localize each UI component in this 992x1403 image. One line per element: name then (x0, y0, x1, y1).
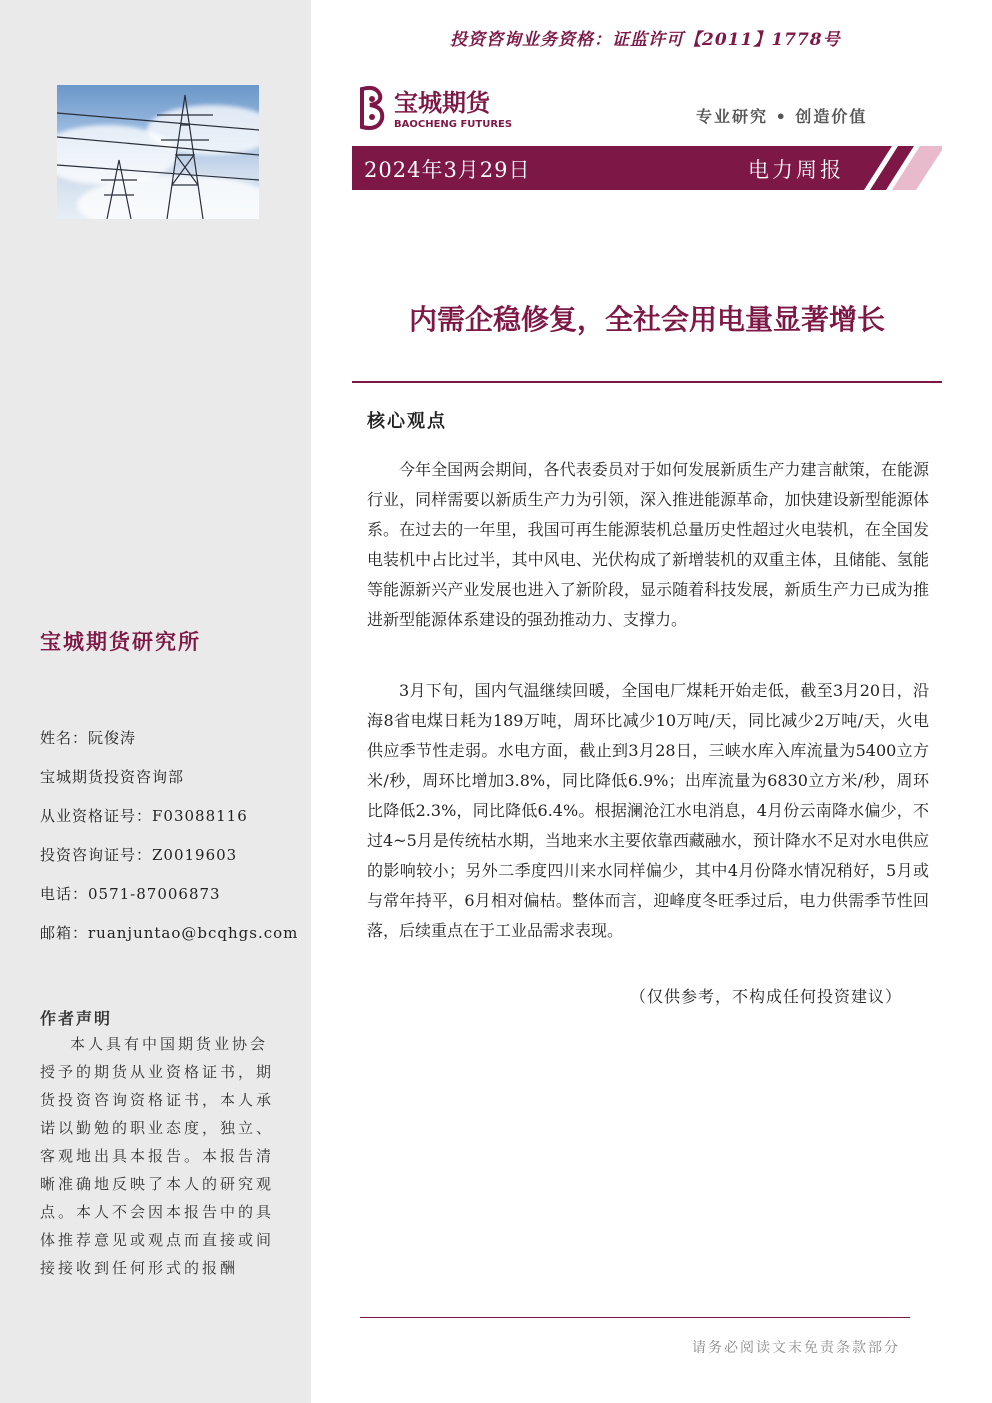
declaration-body: 本人具有中国期货业协会授予的期货从业资格证书，期货投资咨询资格证书，本人承诺以勤勉的职业态度，独立、客观地出具本报告。本报告清晰准确地反映了本人的研究观点。本人不会因本报告中的具体推荐意见或观点而直接或间接接收到任何形式的报酬 (40, 1035, 275, 1277)
institute-name: 宝城期货研究所 (40, 629, 201, 654)
report-title: 内需企稳修复，全社会用电量显著增长 (408, 303, 885, 336)
logo-en-text: BAOCHENG FUTURES (394, 119, 513, 130)
paragraph: 3月下旬，国内气温继续回暖，全国电厂煤耗开始走低，截至3月20日，沿海8省电煤日耗为189万吨，周环比减少10万吨/天，同比减少2万吨/天，火电供应季节性走弱。水电方面，截止到3月28日，三峡水库入库流量为5400立方米/秒，周环比增加3.8%，同比降低6.9%；出库流量为6830立方米/秒，周环比降低2.3%，同比降低6.4%。根据澜沧江水电消息，4月份云南降水偏少，不过4~5月是传统枯水期，当地来水主要依靠西藏融水，预计降水不足对水电供应的影响较小；另外二季度四川来水同样偏少，其中4月份降水情况稍好，5月或与常年持平，6月相对偏枯。整体而言，迎峰度冬旺季过后，电力供需季节性回落，后续重点在于工业品需求表现。 (367, 681, 929, 940)
company-logo (356, 83, 526, 133)
slogan: 专业研究 • 创造价值 (696, 107, 868, 126)
paragraph: 今年全国两会期间，各代表委员对于如何发展新质生产力建言献策，在能源行业，同样需要以新质生产力为引领，深入推进能源革命，加快建设新型能源体系。在过去的一年里，我国可再生能源装机总量历史性超过火电装机，在全国发电装机中占比过半，其中风电、光伏构成了新增装机的双重主体，且储能、氢能等能源新兴产业发展也进入了新阶段，显示随着科技发展，新质生产力已成为推进新型能源体系建设的强劲推动力、支撑力。 (367, 460, 929, 629)
consulting-number: 投资咨询证号：Z0019603 (40, 846, 238, 864)
power-tower-photo (57, 85, 259, 219)
email[interactable]: 邮箱：ruanjuntao@bcqhgs.com (40, 924, 299, 942)
section-title: 核心观点 (367, 411, 447, 432)
author-name: 姓名：阮俊涛 (40, 729, 137, 747)
disclaimer: （仅供参考，不构成任何投资建议） (630, 987, 903, 1006)
report-type: 电力周报 (748, 158, 844, 182)
license-line: 投资咨询业务资格：证监许可【2011】1778号 (450, 30, 841, 50)
logo-cn-text: 宝城期货 (394, 89, 490, 117)
author-department: 宝城期货投资咨询部 (40, 768, 185, 786)
sidebar (0, 0, 311, 1403)
footer-note: 请务必阅读文末免责条款部分 (692, 1340, 900, 1356)
declaration-title: 作者声明 (40, 1009, 113, 1028)
footer-divider (360, 1317, 910, 1318)
phone: 电话：0571-87006873 (40, 885, 221, 903)
qualification-number: 从业资格证号：F03088116 (40, 807, 248, 825)
report-date: 2024年3月29日 (364, 158, 531, 182)
divider (352, 381, 942, 383)
